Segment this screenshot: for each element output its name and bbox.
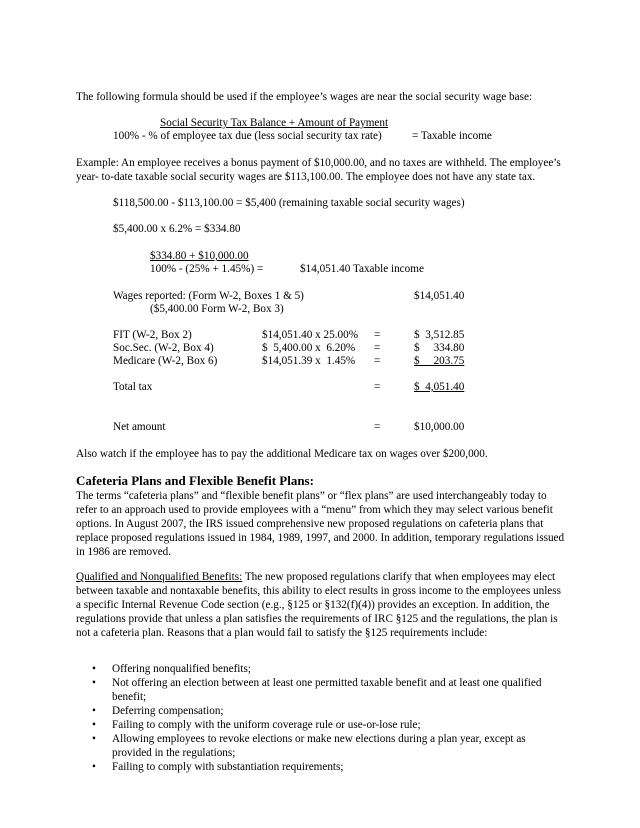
list-item-text: Failing to comply with the uniform coverage rule or use-or-lose rule;: [112, 719, 421, 731]
list-item: [76, 718, 566, 732]
section-paragraph: The terms “cafeteria plans” and “flexible benefit plans” or “flex plans” are used interchangeably today to refer to an approach used to provide employees with a “menu” from which they may select various benefit options. In August 2007, the IRS issued comprehensive new proposed regulations on cafeteria plans that replace proposed regulations issued in 1984, 1989, 1997, and 2000. In addition, temporary regulations issued in 1986 are removed.: [76, 490, 565, 558]
bullet-icon: •: [92, 677, 96, 689]
tax-row-amount: $ 203.75: [414, 355, 465, 367]
tax-row-equals: =: [374, 355, 381, 367]
bullet-icon: •: [92, 705, 96, 717]
tax-row-label: FIT (W-2, Box 2): [113, 329, 192, 341]
tax-row-equals: =: [374, 342, 381, 354]
wages-reported-label: Wages reported: (Form W-2, Boxes 1 & 5): [113, 290, 304, 302]
wages-reported-amount: $14,051.40: [414, 290, 465, 302]
calc-gross-numerator: $334.80 + $10,000.00: [150, 250, 249, 262]
tax-row-calc: $ 5,400.00 x 6.20%: [262, 342, 356, 354]
net-amount-value: $10,000.00: [414, 421, 465, 433]
qualified-paragraph: [76, 570, 566, 640]
requirements-list: [76, 662, 566, 774]
intro-text: The following formula should be used if the employee’s wages are near the social security wage base:: [76, 91, 533, 103]
list-item-text: Failing to comply with substantiation requirements;: [112, 761, 344, 773]
qualified-label: Qualified and Nonqualified Benefits:: [76, 571, 243, 583]
example-text: Example: An employee receives a bonus payment of $10,000.00, and no taxes are withheld. The employee’s year- to-date taxable social security wages are $113,100.00. The employee does not have any state tax.: [76, 157, 561, 183]
net-amount-equals: =: [374, 421, 381, 433]
tax-row-equals: =: [374, 329, 381, 341]
wages-reported-sub: ($5,400.00 Form W-2, Box 3): [150, 303, 284, 315]
list-item-text: Deferring compensation;: [112, 705, 224, 717]
bullet-icon: •: [92, 733, 96, 745]
formula-denominator: 100% - % of employee tax due (less social security tax rate): [113, 130, 382, 142]
calc-ss-tax: $5,400.00 x 6.2% = $334.80: [113, 223, 241, 235]
bullet-icon: •: [92, 719, 96, 731]
section-heading: Cafeteria Plans and Flexible Benefit Plans:: [76, 473, 314, 488]
list-item: [76, 676, 566, 704]
total-tax-equals: =: [374, 381, 381, 393]
bullet-icon: •: [92, 761, 96, 773]
calc-gross-result: $14,051.40 Taxable income: [300, 263, 424, 275]
list-item-text: Not offering an election between at least one permitted taxable benefit and at least one qualified benefit;: [112, 677, 542, 703]
tax-row-calc: $14,051.39 x 1.45%: [262, 355, 356, 367]
calc-gross-denominator: 100% - (25% + 1.45%) =: [150, 263, 264, 275]
total-tax-label: Total tax: [113, 381, 153, 393]
tax-row-label: Soc.Sec. (W-2, Box 4): [113, 342, 214, 354]
tax-row-amount: $ 3,512.85: [414, 329, 465, 341]
total-tax-amount: $ 4,051.40: [414, 381, 465, 393]
list-item-text: Offering nonqualified benefits;: [112, 663, 251, 675]
calc-remaining-wages: $118,500.00 - $113,100.00 = $5,400 (remaining taxable social security wages): [113, 197, 465, 209]
formula-result: = Taxable income: [412, 130, 492, 142]
formula-numerator: Social Security Tax Balance + Amount of Payment: [160, 117, 389, 129]
list-item: [76, 662, 566, 676]
qualified-text: The new proposed regulations clarify that when employees may elect between taxable and nontaxable benefits, this ability to elect results in gross income to the employees unless a specific Internal Revenue Code section (e.g., §125 or §132(f)(4)) provides an exception. In addition, the regulations provide that unless a plan satisfies the requirements of IRC §125 and the regulations, the plan is not a cafeteria plan. Reasons that a plan would fail to satisfy the §125 requirements include:: [76, 571, 561, 639]
medicare-note: Also watch if the employee has to pay the additional Medicare tax on wages over $200,000.: [76, 448, 488, 460]
list-item: [76, 704, 566, 718]
tax-row-amount: $ 334.80: [414, 342, 465, 354]
tax-row-calc: $14,051.40 x 25.00%: [262, 329, 359, 341]
list-item-text: Allowing employees to revoke elections or make new elections during a plan year, except as provided in the regulations;: [112, 733, 526, 759]
tax-row-label: Medicare (W-2, Box 6): [113, 355, 218, 367]
list-item: [76, 732, 566, 760]
list-item: [76, 760, 566, 774]
bullet-icon: •: [92, 663, 96, 675]
net-amount-label: Net amount: [113, 421, 166, 433]
